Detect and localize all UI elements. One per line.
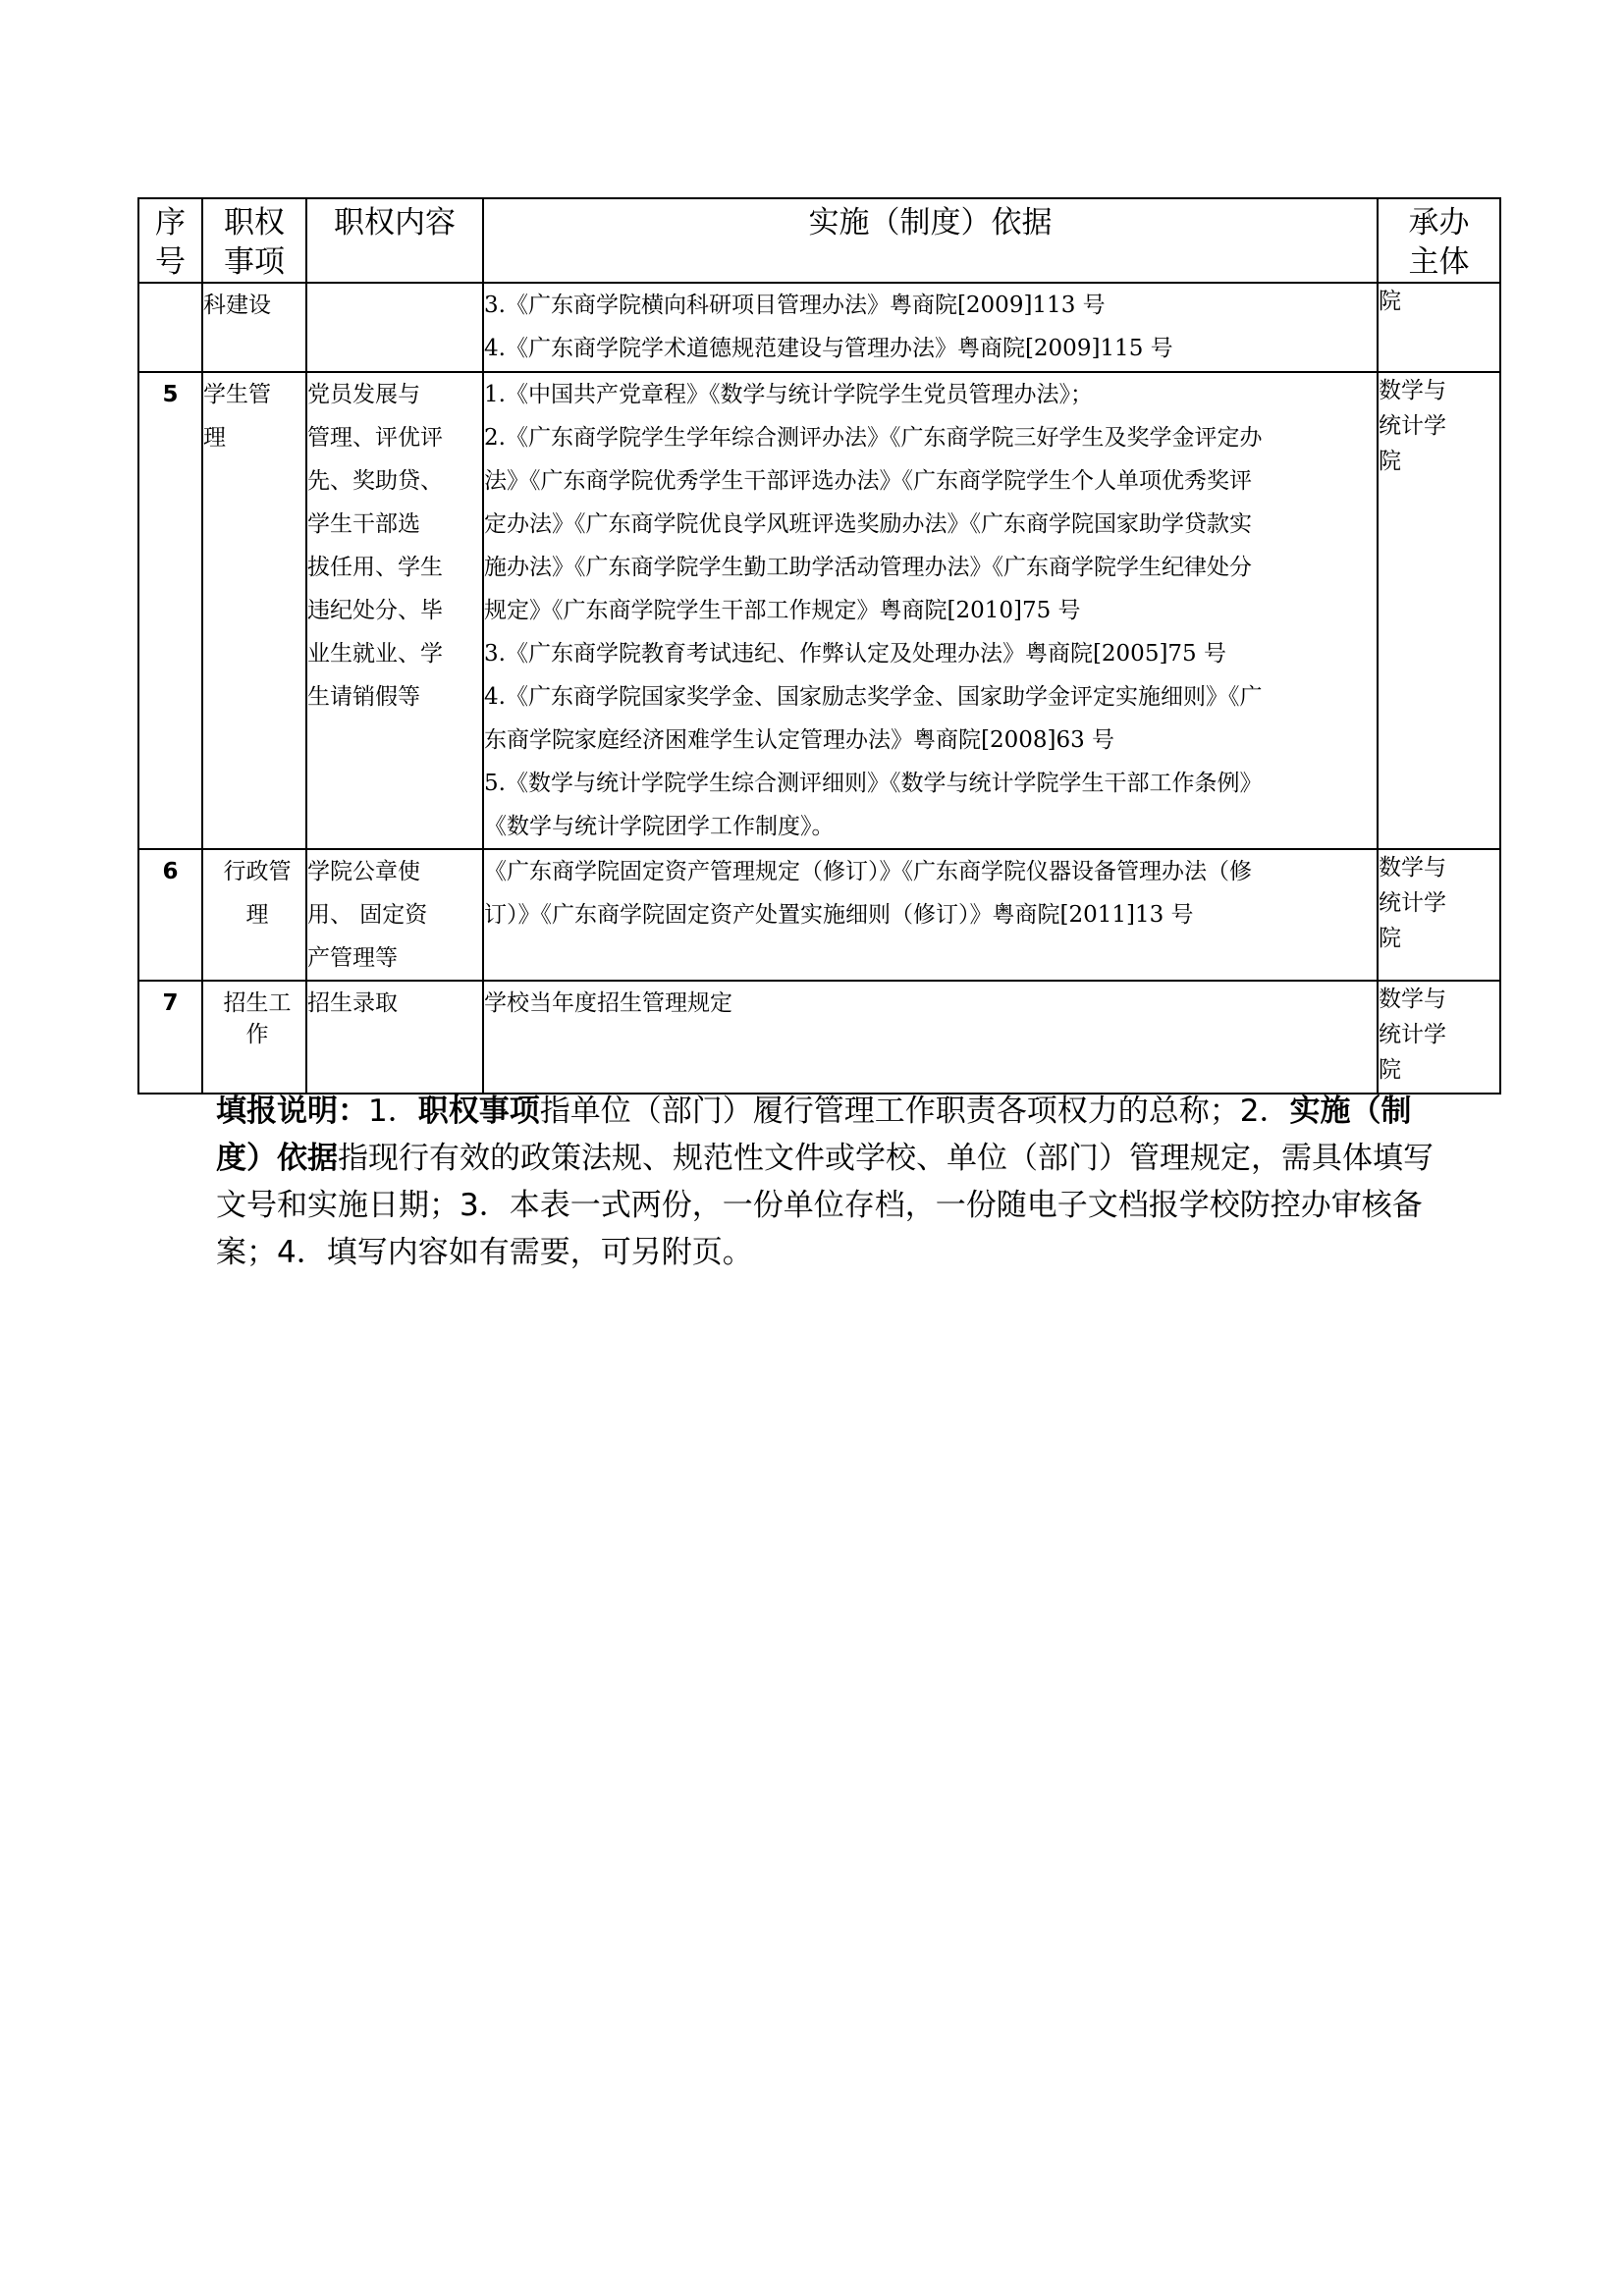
header-item: 职权 事项 xyxy=(202,198,306,283)
row-dept: 院 xyxy=(1378,283,1500,372)
basis-line: 法》《广东商学院优秀学生干部评选办法》《广东商学院学生个人单项优秀奖评 xyxy=(484,468,1252,494)
row-content: 学院公章使 用、 固定资 产管理等 xyxy=(306,849,483,981)
header-content: 职权内容 xyxy=(306,198,483,283)
basis-line: 规定》《广东商学院学生干部工作规定》粤商院[2010]75 号 xyxy=(484,598,1081,623)
row-item: 招生工 作 xyxy=(202,981,306,1094)
row-basis xyxy=(483,981,1378,1094)
header-basis: 实施（制度）依据 xyxy=(483,198,1378,283)
row-basis xyxy=(483,849,1378,981)
row-basis xyxy=(483,372,1378,849)
note-p1-num: 1． xyxy=(368,1094,418,1129)
header-no: 序 号 xyxy=(138,198,202,283)
note-p4: 4．填写内容如有需要，可另附页。 xyxy=(277,1235,753,1270)
basis-line: 2.《广东商学院学生学年综合测评办法》《广东商学院三好学生及奖学金评定办 xyxy=(484,425,1263,451)
table-row xyxy=(138,372,1500,849)
row-content: 党员发展与 管理、评优评 先、奖助贷、 学生干部选 拔任用、学生 违纪处分、毕 业生就业、学 生请销假等 xyxy=(306,372,483,849)
basis-line: 施办法》《广东商学院学生勤工助学活动管理办法》《广东商学院学生纪律处分 xyxy=(484,555,1252,580)
note-label: 填报说明： xyxy=(216,1094,368,1129)
note-p3: 3．本表一式两份，一份单位存档，一份随电子文档报学校防控办审核备案； xyxy=(216,1188,1423,1270)
row-item: 学生管 理 xyxy=(202,372,306,849)
table-header-row xyxy=(138,198,1500,283)
basis-line: 3.《广东商学院教育考试违纪、作弊认定及处理办法》粤商院[2005]75 号 xyxy=(484,641,1227,667)
row-no: 5 xyxy=(138,372,202,849)
basis-line: 《数学与统计学院团学工作制度》。 xyxy=(484,814,835,839)
basis-line: 1.《中国共产党章程》《数学与统计学院学生党员管理办法》； xyxy=(484,382,1093,407)
row-dept: 数学与 统计学 院 xyxy=(1378,372,1500,849)
note-p2-num: 2． xyxy=(1239,1094,1290,1129)
note-p2-bold: 实施（制度）依据 xyxy=(216,1094,1412,1176)
row-basis xyxy=(483,283,1378,372)
row-content: 招生录取 xyxy=(306,981,483,1094)
row-no: 7 xyxy=(138,981,202,1094)
row-no xyxy=(138,283,202,372)
basis-line: 学校当年度招生管理规定 xyxy=(484,990,732,1016)
header-dept: 承办 主体 xyxy=(1378,198,1500,283)
filling-instructions xyxy=(216,1088,1434,1276)
table-row xyxy=(138,849,1500,981)
row-item: 科建设 xyxy=(202,283,306,372)
note-p1-text: 指单位（部门）履行管理工作职责各项权力的总称； xyxy=(539,1094,1240,1129)
row-item: 行政管 理 xyxy=(202,849,306,981)
authority-table xyxy=(137,197,1501,1095)
row-content xyxy=(306,283,483,372)
basis-line: 《广东商学院固定资产管理规定（修订）》《广东商学院仪器设备管理办法（修 xyxy=(484,859,1252,884)
basis-line: 4.《广东商学院学术道德规范建设与管理办法》粤商院[2009]115 号 xyxy=(484,336,1173,361)
note-p2-text: 指现行有效的政策法规、规范性文件或学校、单位（部门）管理规定，需具体填写文号和实施日期； xyxy=(216,1141,1434,1223)
basis-line: 4.《广东商学院国家奖学金、国家励志奖学金、国家助学金评定实施细则》《广 xyxy=(484,684,1263,710)
note-p1-bold: 职权事项 xyxy=(417,1094,540,1129)
basis-line: 东商学院家庭经济困难学生认定管理办法》粤商院[2008]63 号 xyxy=(484,727,1115,753)
basis-line: 5.《数学与统计学院学生综合测评细则》《数学与统计学院学生干部工作条例》 xyxy=(484,771,1263,796)
row-dept: 数学与 统计学 院 xyxy=(1378,981,1500,1094)
row-dept: 数学与 统计学 院 xyxy=(1378,849,1500,981)
basis-line: 3.《广东商学院横向科研项目管理办法》粤商院[2009]113 号 xyxy=(484,293,1106,318)
row-no: 6 xyxy=(138,849,202,981)
table-row xyxy=(138,283,1500,372)
basis-line: 订）》《广东商学院固定资产处置实施细则（修订）》粤商院[2011]13 号 xyxy=(484,902,1194,928)
basis-line: 定办法》《广东商学院优良学风班评选奖励办法》《广东商学院国家助学贷款实 xyxy=(484,511,1252,537)
table-row xyxy=(138,981,1500,1094)
